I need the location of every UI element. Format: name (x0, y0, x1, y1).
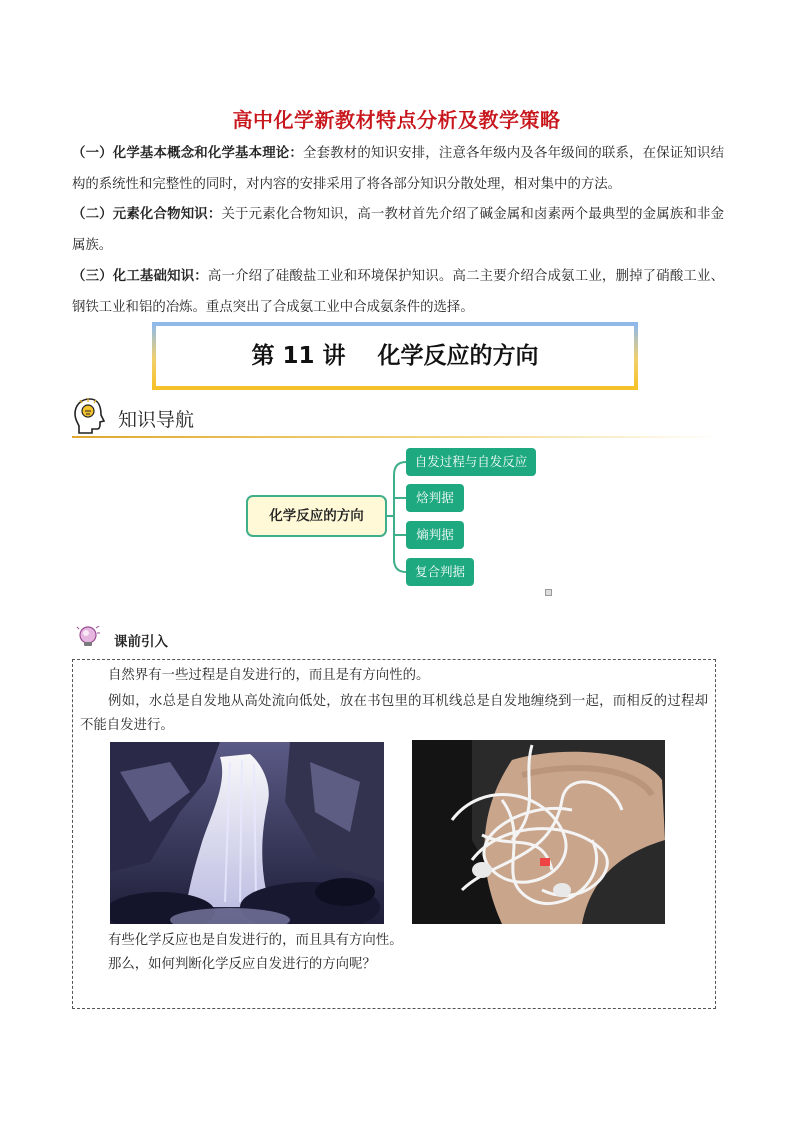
lightbulb-icon (76, 624, 102, 650)
intro-title: 课前引入 (114, 634, 168, 650)
paragraph-elements (72, 199, 724, 261)
paragraph-text: 全套教材的知识安排，注意各年级内及各年级间的联系，在保证知识结构的系统性和完整性的同时，对内容的安排采用了将各部分知识分散处理，相对集中的方法。 (72, 146, 725, 192)
mindmap-node-enthalpy: 焓判据 (406, 484, 464, 512)
knowledge-nav-title: 知识导航 (118, 409, 195, 431)
earphones-photo (412, 740, 665, 924)
mindmap-node-entropy: 熵判据 (406, 521, 464, 549)
document-title: 高中化学新教材特点分析及教学策略 (232, 108, 561, 132)
intro-line-2: 例如，水总是自发地从高处流向低处，放在书包里的耳机线总是自发地缠绕到一起，而相反的过程却不能自发进行。 (80, 694, 708, 733)
paragraph-text: 关于元素化合物知识，高一教材首先介绍了碱金属和卤素两个最典型的金属族和非金属族。 (72, 207, 725, 253)
lecture-title: 化学反应的方向 (377, 343, 539, 369)
mindmap-root: 化学反应的方向 (246, 495, 387, 537)
mindmap-node-spontaneous: 自发过程与自发反应 (406, 448, 536, 476)
paragraph-label: （二）元素化合物知识： (72, 207, 222, 222)
lecture-number: 第 11 讲 (251, 343, 346, 369)
paragraph-industry (72, 261, 724, 323)
intro-line-3: 有些化学反应也是自发进行的，而且具有方向性。 (108, 933, 403, 948)
paragraph-text: 高一介绍了硅酸盐工业和环境保护知识。高二主要介绍合成氨工业，删掉了硝酸工业、钢铁工业和铝的冶炼。重点突出了合成氨工业中合成氨条件的选择。 (72, 269, 724, 315)
intro-line-1: 自然界有一些过程是自发进行的，而且是有方向性的。 (108, 668, 430, 683)
anchor-marker (545, 589, 552, 596)
paragraph-label: （一）化学基本概念和化学基本理论： (72, 146, 303, 161)
waterfall-photo (110, 742, 384, 924)
paragraph-label: （三）化工基础知识： (72, 269, 208, 284)
intro-line-4: 那么，如何判断化学反应自发进行的方向呢？ (108, 957, 376, 972)
lecture-banner (152, 322, 638, 390)
paragraph-concepts (72, 138, 724, 200)
mindmap-node-composite: 复合判据 (406, 558, 474, 586)
header-divider (72, 436, 722, 438)
head-lightbulb-icon (72, 396, 108, 436)
knowledge-nav-header (72, 396, 722, 440)
